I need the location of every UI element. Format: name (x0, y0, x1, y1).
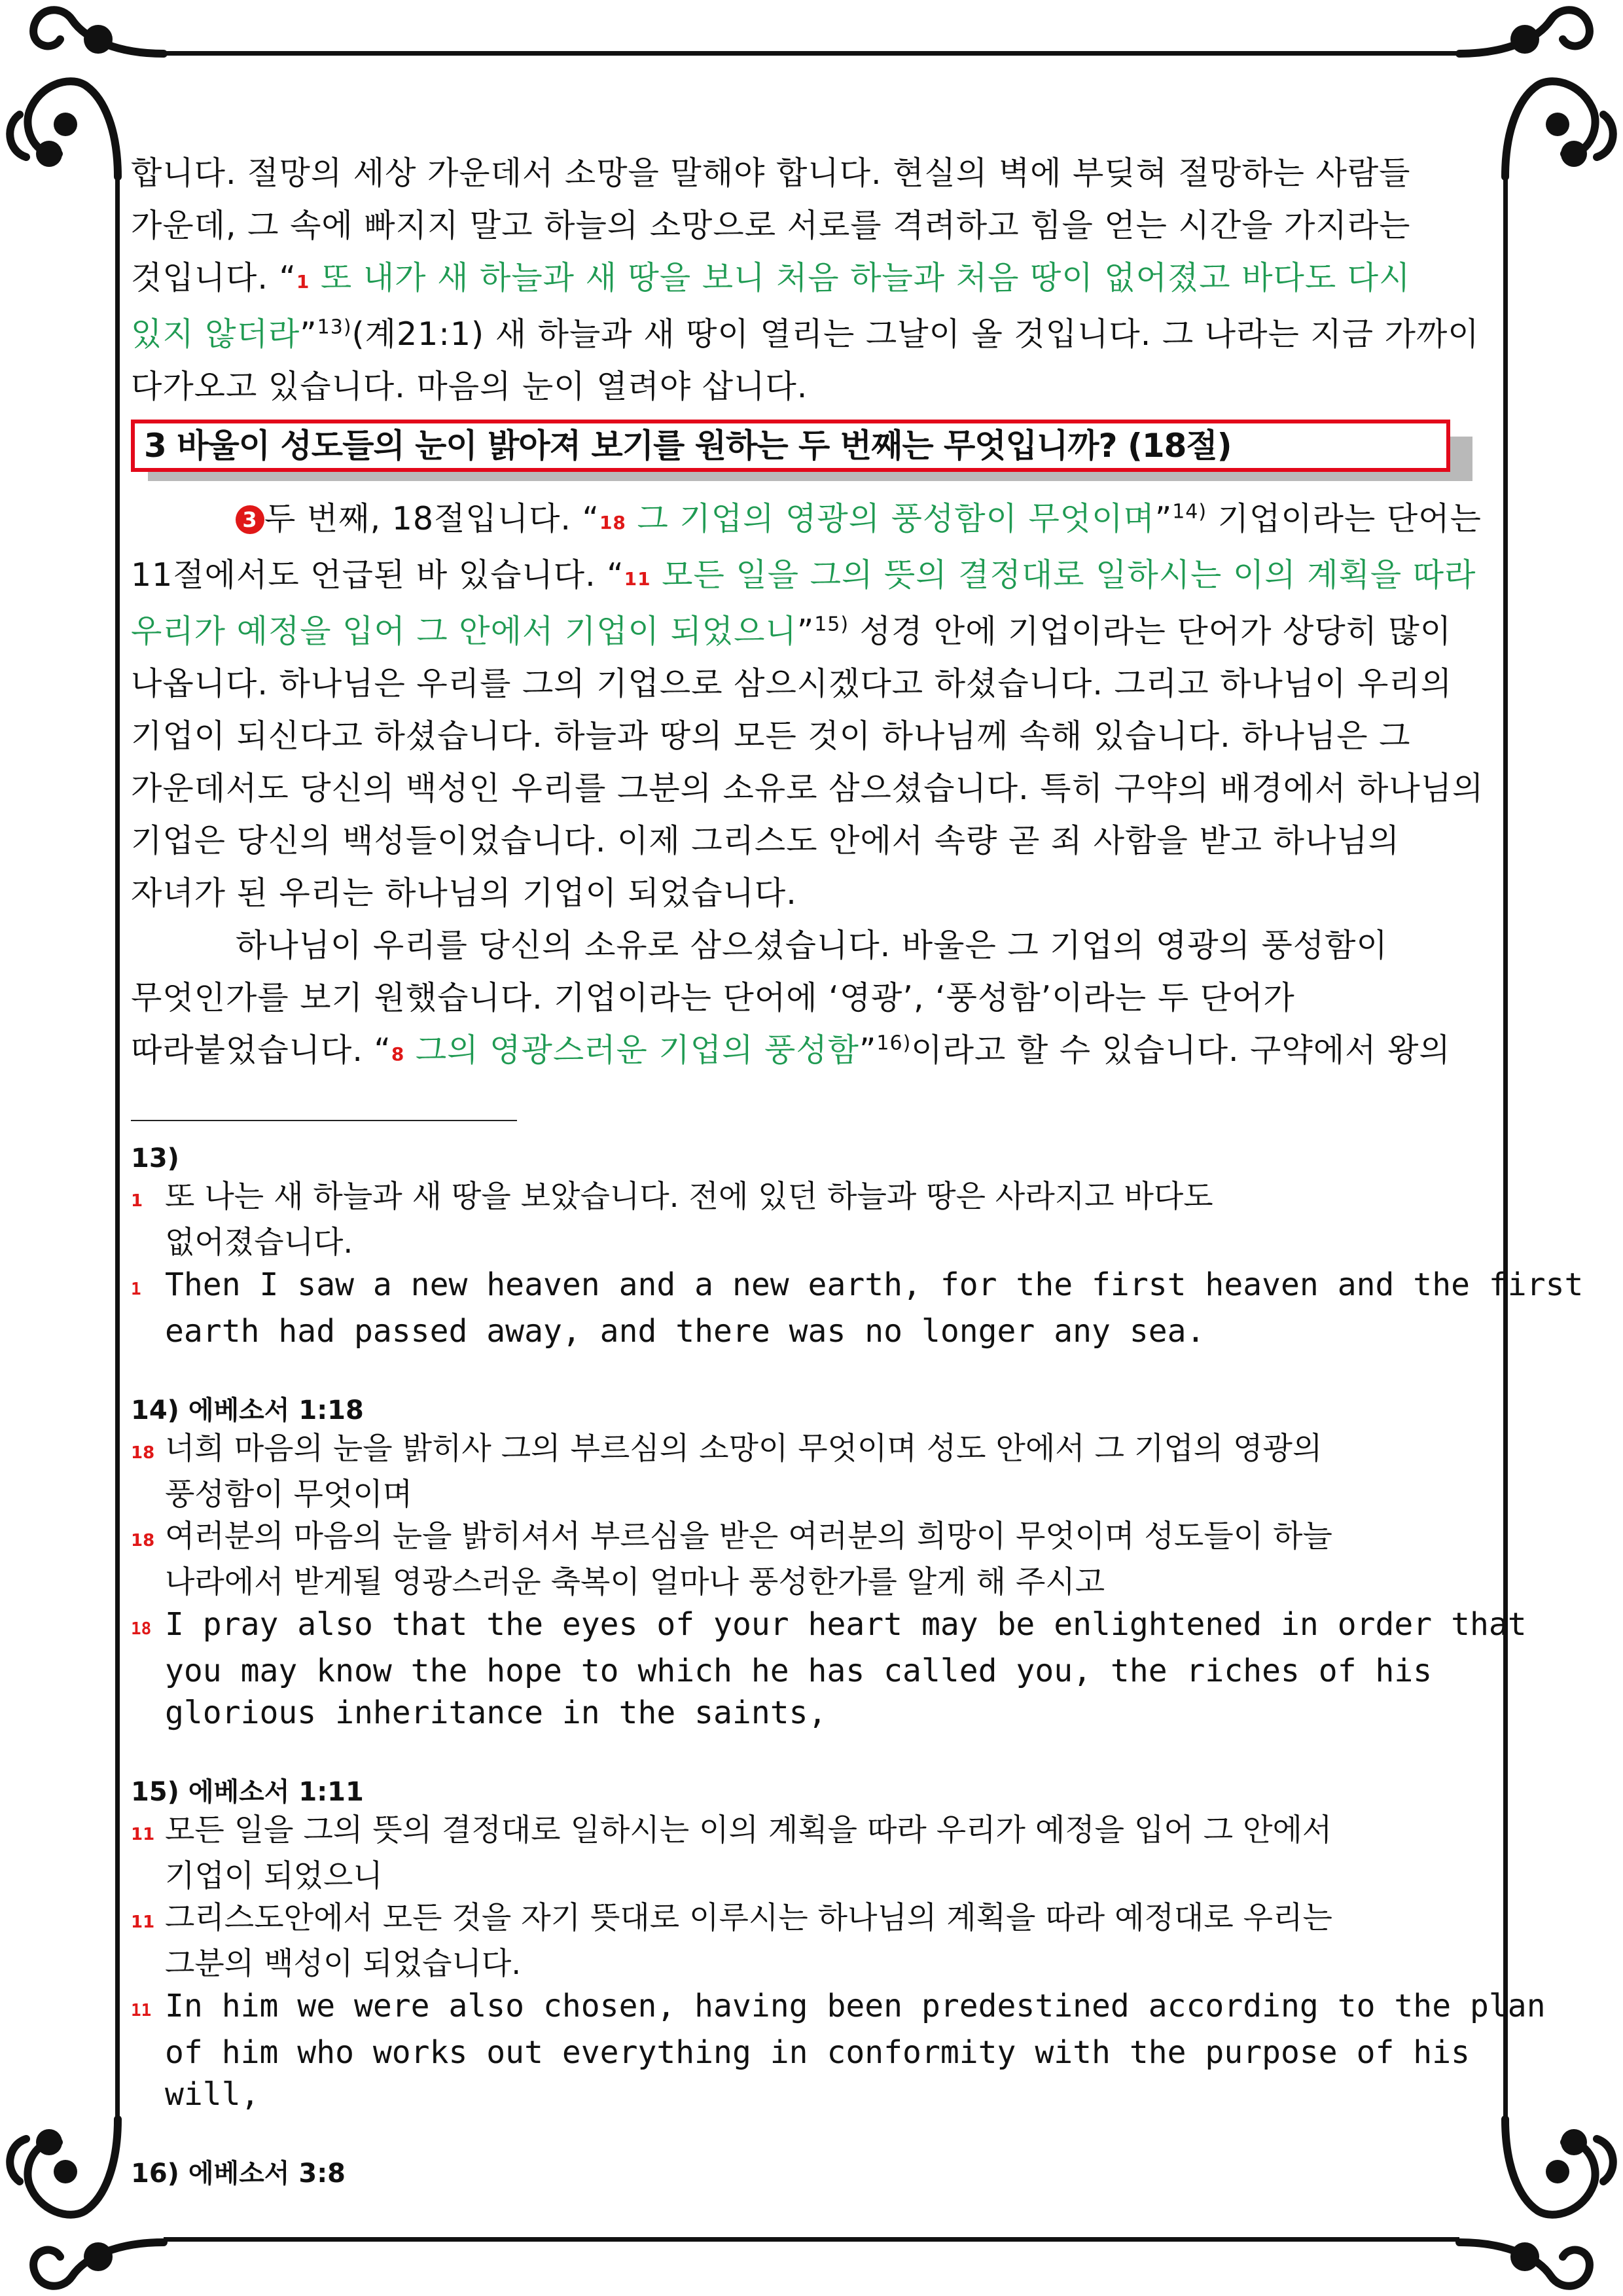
page-content (131, 147, 1584, 2191)
verse-number: 11 (131, 1912, 155, 1932)
footnote-label: 16) 에베소서 3:8 (131, 2159, 346, 2189)
body-line (131, 1024, 1492, 1081)
text: 너희 마음의 눈을 밝히사 그의 부르심의 소망이 무엇이며 성도 안에서 그 기업의 영광의 (165, 1431, 1323, 1467)
footnote-text (131, 1428, 1492, 1516)
text: Then I saw a new heaven and a new earth, for the first heaven and the first (165, 1266, 1584, 1303)
text: ” (859, 1031, 877, 1069)
text: 11절에서도 언급된 바 있습니다. “ (131, 556, 624, 594)
body-line (131, 605, 1492, 658)
body-line: 합니다. 절망의 세상 가운데서 소망을 말해야 합니다. 현실의 벽에 부딪혀 절망하는 사람들 (131, 154, 1411, 192)
verse-number: 18 (131, 1531, 155, 1551)
text: 기업이 되었으니 (165, 1858, 383, 1894)
footnote-text (131, 1985, 1546, 2115)
footnote-text (131, 1810, 1492, 1897)
footnote-text (131, 1604, 1527, 1734)
heading-box (131, 420, 1450, 472)
text: 따라붙었습니다. “ (131, 1031, 391, 1069)
text: 기업이라는 단어는 (1207, 500, 1482, 537)
footnote-label: 15) 에베소서 1:11 (131, 1777, 364, 1807)
heading-text: 3 바울이 성도들의 눈이 밝아져 보기를 원하는 두 번째는 무엇입니까? (18절) (144, 427, 1232, 465)
text: 그리스도안에서 모든 것을 자기 뜻대로 이루시는 하나님의 계획을 따라 예정대로 우리는 (165, 1900, 1332, 1936)
verse-number: 1 (131, 1280, 141, 1299)
text: ” (1154, 500, 1173, 537)
footnote-text (131, 1516, 1492, 1604)
text: 없어졌습니다. (165, 1225, 353, 1261)
footnote-text (131, 1897, 1492, 1985)
text: 여러분의 마음의 눈을 밝히셔서 부르심을 받은 여러분의 희망이 무엇이며 성도들이 하늘 (165, 1518, 1332, 1554)
body-line: 자녀가 된 우리는 하나님의 기업이 되었습니다. (131, 874, 797, 912)
verse-number: 18 (599, 512, 626, 533)
text: In him we were also chosen, having been predestined according to the plan (165, 1988, 1546, 2024)
frame-top-line (164, 51, 1459, 56)
body-line: 가운데, 그 속에 빠지지 말고 하늘의 소망으로 서로를 격려하고 힘을 얻는 시간을 가지라는 (131, 207, 1411, 244)
scripture-quote: 있지 않더라 (131, 315, 300, 353)
text: I pray also that the eyes of your heart may be enlightened in order that (165, 1606, 1527, 1643)
text: 두 번째, 18절입니다. “ (264, 500, 599, 537)
circled-number-3: 3 (236, 505, 264, 534)
scripture-quote: 모든 일을 그의 뜻의 결정대로 일하시는 이의 계획을 따라 (651, 556, 1476, 594)
verse-number: 11 (131, 1825, 155, 1844)
text: will, (165, 2076, 260, 2113)
footnote-label: 13) (131, 1143, 179, 1174)
frame-left-line (115, 177, 120, 2121)
text: 이라고 할 수 있습니다. 구약에서 왕의 (911, 1031, 1451, 1069)
footnote-ref[interactable]: 13) (317, 315, 352, 339)
text: ” (300, 315, 317, 353)
text: earth had passed away, and there was no longer any sea. (165, 1313, 1205, 1350)
text: 성경 안에 기업이라는 단어가 상당히 많이 (849, 613, 1452, 650)
scripture-quote: 우리가 예정을 입어 그 안에서 기업이 되었으니 (131, 613, 797, 650)
verse-number: 1 (296, 271, 310, 293)
text: 것입니다. “ (131, 259, 296, 296)
footnote-label: 14) 에베소서 1:18 (131, 1395, 364, 1426)
body-line: 무엇인가를 보기 원했습니다. 기업이라는 단어에 ‘영광’, ‘풍성함’이라는 두 단어가 (131, 979, 1295, 1016)
verse-number: 11 (624, 568, 651, 590)
body-line: 다가오고 있습니다. 마음의 눈이 열려야 삽니다. (131, 368, 808, 405)
text: 풍성함이 무엇이며 (165, 1477, 413, 1513)
footnote-text (131, 1264, 1584, 1352)
text: glorious inheritance in the saints, (165, 1695, 827, 1731)
text: (계21:1) 새 하늘과 새 땅이 열리는 그날이 올 것입니다. 그 나라는 지금 가까이 (351, 315, 1480, 353)
frame-bottom-line (164, 2237, 1459, 2242)
scripture-quote: 그의 영광스러운 기업의 풍성함 (404, 1031, 860, 1069)
body-line (131, 493, 1492, 549)
verse-number: 11 (131, 2001, 152, 2020)
body-line: 가운데서도 당신의 백성인 우리를 그분의 소유로 삼으셨습니다. 특히 구약의 배경에서 하나님의 (131, 770, 1484, 807)
text: 모든 일을 그의 뜻의 결정대로 일하시는 이의 계획을 따라 우리가 예정을 입어 그 안에서 (165, 1812, 1332, 1848)
body-line: 하나님이 우리를 당신의 소유로 삼으셨습니다. 바울은 그 기업의 영광의 풍성함이 (236, 927, 1388, 964)
scripture-quote: 그 기업의 영광의 풍성함이 무엇이며 (626, 500, 1155, 537)
text: 그분의 백성이 되었습니다. (165, 1946, 522, 1982)
body-line (131, 252, 1492, 308)
section-heading (131, 420, 1492, 480)
footnote-ref[interactable]: 14) (1172, 500, 1207, 524)
footnote-ref[interactable]: 15) (814, 613, 849, 636)
text: 또 나는 새 하늘과 새 땅을 보았습니다. 전에 있던 하늘과 땅은 사라지고 바다도 (165, 1179, 1213, 1215)
verse-number: 1 (131, 1191, 143, 1211)
frame-right-line (1503, 177, 1508, 2121)
footnote-text (131, 1176, 1492, 1264)
footnote-ref[interactable]: 16) (876, 1031, 912, 1055)
body-line (131, 308, 1492, 361)
body-line: 기업이 되신다고 하셨습니다. 하늘과 땅의 모든 것이 하나님께 속해 있습니다. 하나님은 그 (131, 717, 1411, 755)
verse-number: 18 (131, 1443, 155, 1463)
scripture-quote: 또 내가 새 하늘과 새 땅을 보니 처음 하늘과 처음 땅이 없어졌고 바다도 다시 (310, 259, 1411, 296)
body-line: 기업은 당신의 백성들이었습니다. 이제 그리스도 안에서 속량 곧 죄 사함을 받고 하나님의 (131, 822, 1400, 859)
text: of him who works out everything in conformity with the purpose of his (165, 2034, 1470, 2071)
footnote-separator (131, 1120, 517, 1121)
verse-number: 18 (131, 1619, 152, 1639)
verse-number: 8 (391, 1043, 405, 1065)
text: you may know the hope to which he has called you, the riches of his (165, 1653, 1433, 1689)
text: 나라에서 받게될 영광스러운 축복이 얼마나 풍성한가를 알게 해 주시고 (165, 1564, 1105, 1600)
body-line (131, 549, 1492, 605)
text: ” (796, 613, 815, 650)
body-line: 나옵니다. 하나님은 우리를 그의 기업으로 삼으시겠다고 하셨습니다. 그리고 하나님이 우리의 (131, 665, 1453, 702)
